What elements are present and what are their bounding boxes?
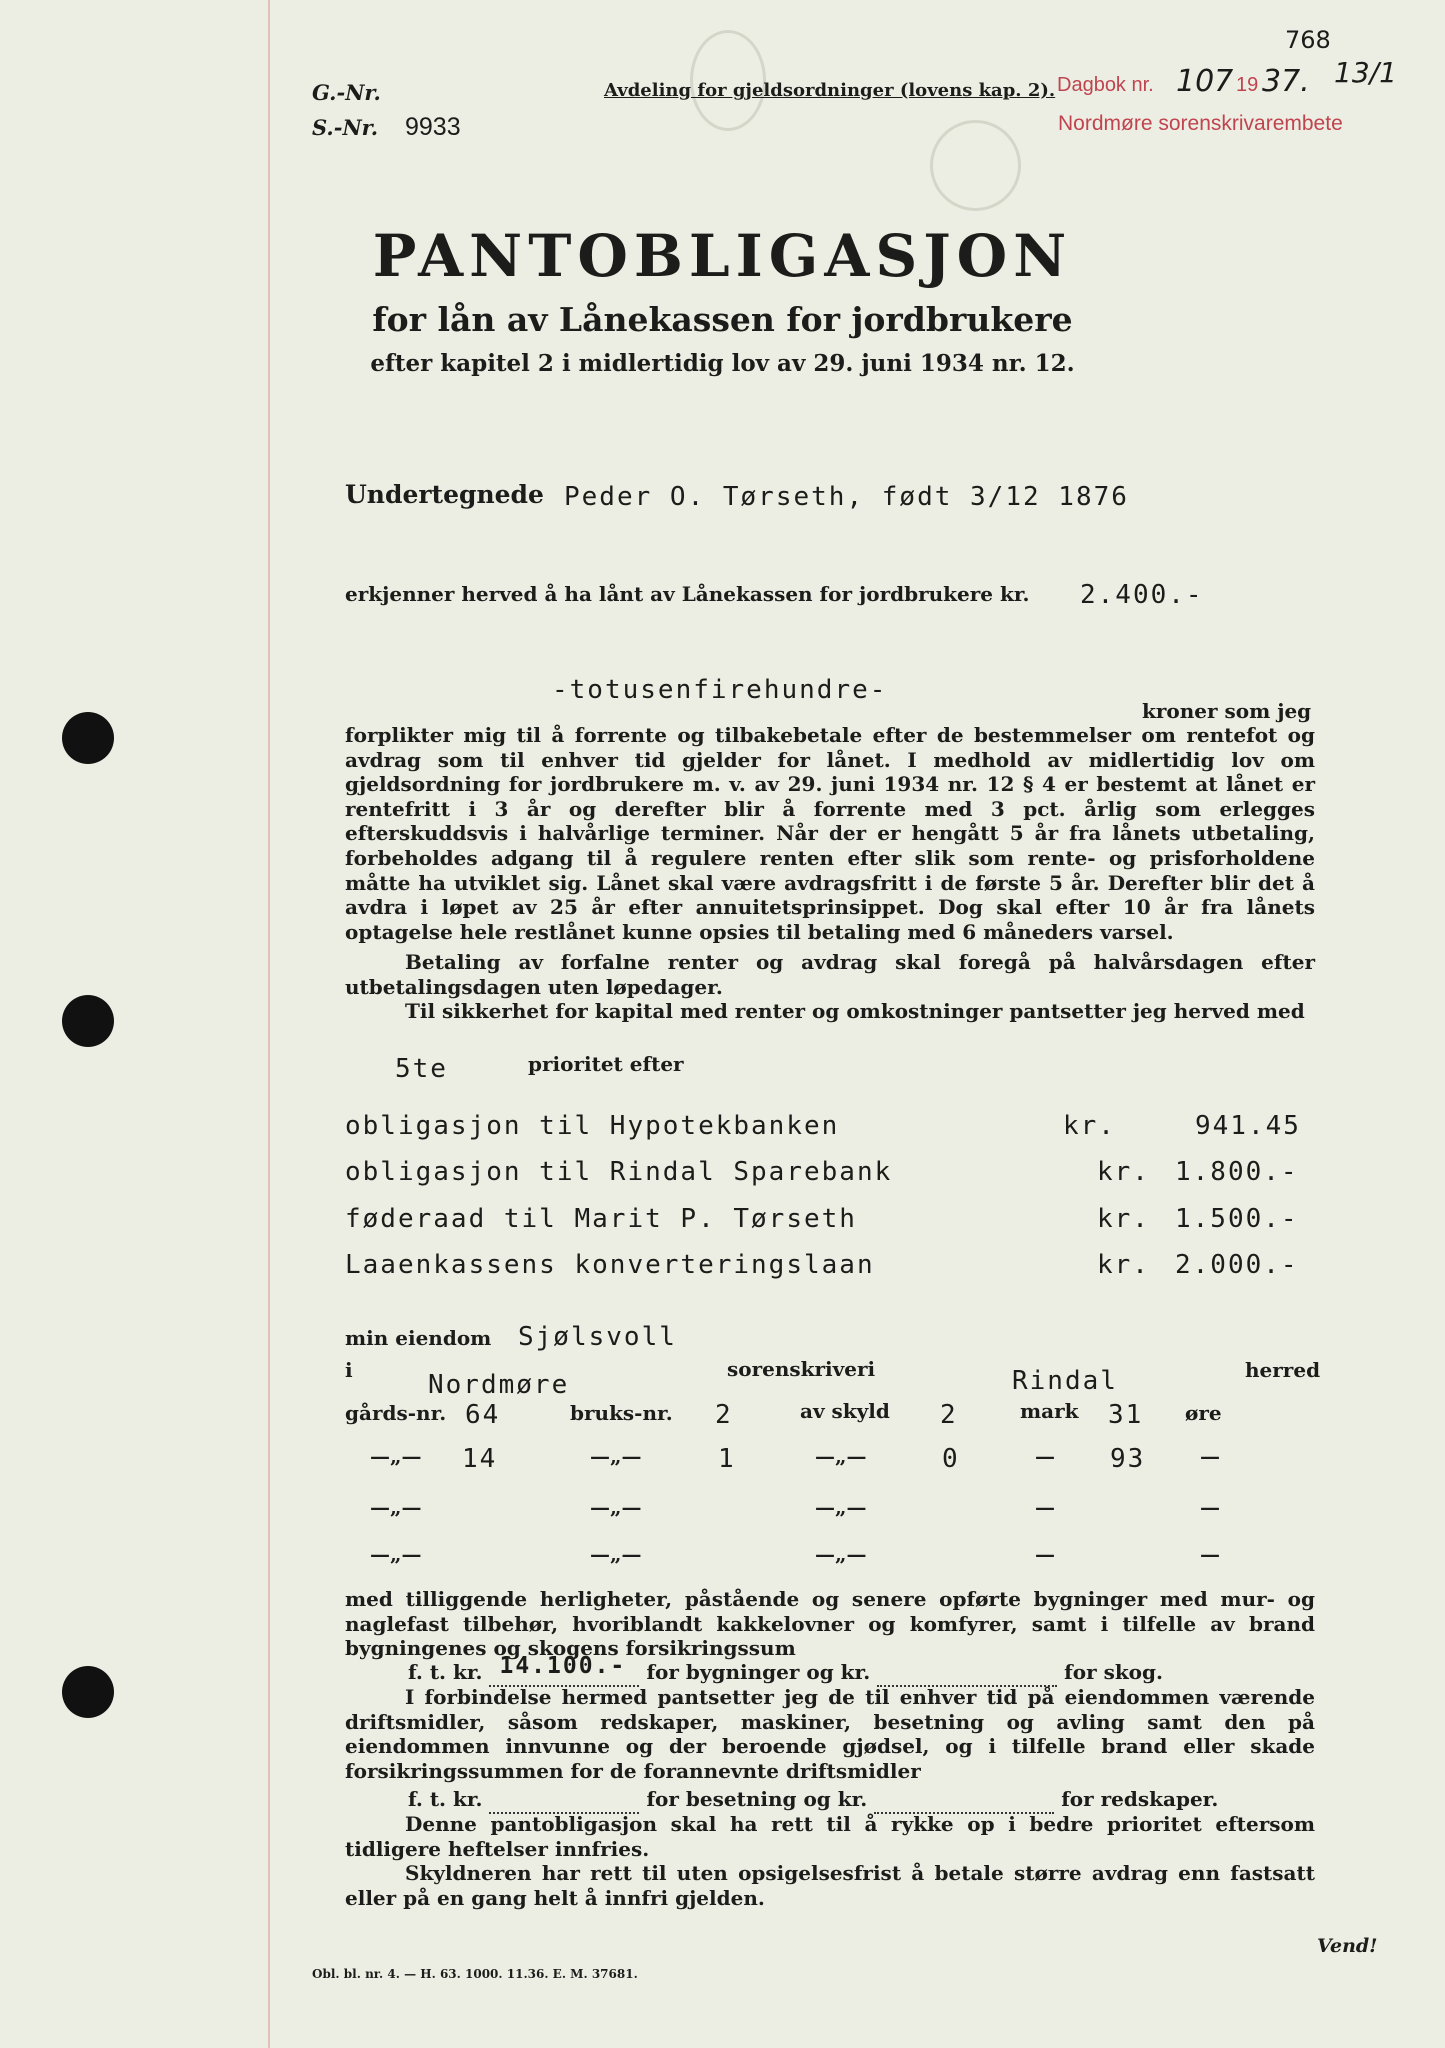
ditto-mark: —„— — [590, 1542, 642, 1566]
skyld-value: 0 — [942, 1444, 960, 1474]
bleed-through-mark — [930, 120, 1021, 211]
ditto-mark: —„— — [590, 1495, 642, 1519]
print-code: Obl. bl. nr. 4. — H. 63. 1000. 11.36. E. M. 37681. — [312, 1967, 638, 1981]
loan-statement: erkjenner herved å ha lånt av Lånekassen for jordbrukere kr. — [345, 582, 1030, 606]
gnr-label: G.-Nr. — [312, 80, 381, 105]
loan-amount-words: -totusenfirehundre- — [552, 675, 888, 705]
prepayment-paragraph: Skyldneren har rett til uten opsigelsesfrist å betale større avdrag enn fastsatt eller på en gang helt å innfri gjelden. — [345, 1861, 1315, 1910]
bruksnr-value: 2 — [715, 1400, 733, 1430]
insurance-line — [408, 1653, 1163, 1687]
dash-mark: — — [1200, 1495, 1220, 1519]
livestock-amount-field — [489, 1787, 639, 1814]
insurance-suffix: for skog. — [1064, 1660, 1163, 1684]
priority-label: prioritet efter — [528, 1052, 684, 1076]
bruksnr-label: bruks-nr. — [570, 1401, 673, 1425]
year-prefix: 19 — [1236, 74, 1259, 96]
debtor-label: Undertegnede — [345, 480, 544, 509]
equipment-mid: for besetning og kr. — [646, 1787, 868, 1811]
prior-lien-amount: 941.45 — [1195, 1111, 1301, 1141]
department-heading: Avdeling for gjeldsordninger (lovens kap. 2). — [604, 80, 1056, 101]
prior-lien-currency: kr. — [1097, 1250, 1150, 1280]
insurance-amount: 14.100.- — [499, 1653, 627, 1679]
equipment-suffix: for redskaper. — [1061, 1787, 1219, 1811]
terms-paragraph: forplikter mig til å forrente og tilbakebetale efter de bestemmelser om rentefot og avdrag som til enhver tid gjelder for lånet. I medhold av midlertidig lov om gjeldsordning for jordbrukere m. v. av 29. juni 1934 nr. 12 § 4 er bestemt at lånet er rentefritt i 3 år og derefter blir å forrente med 3 pct. årlig som erlegges efterskuddsvis i halvårlige terminer. Når der er hengått 5 år fra lånets utbetaling, forbeholdes adgang til å regulere renten efter slik som rente- og prisforholdene måtte ha utviklet sig. Lånet skal være avdragsfritt i de første 5 år. Derefter blir det å avdra i løpet av 25 år efter annuitetsprinsippet. Dog skal efter 10 år fra lånets optagelse hele restlånet kunne opsies til betaling med 6 måneders varsel. — [345, 723, 1315, 944]
snr-label: S.-Nr. — [312, 115, 379, 140]
equipment-line — [408, 1787, 1218, 1814]
dash-mark: — — [1200, 1542, 1220, 1566]
dagbok-label: Dagbok nr. — [1057, 74, 1154, 96]
dash-mark: — — [1035, 1542, 1055, 1566]
ore-label: øre — [1185, 1401, 1222, 1425]
prior-lien-currency: kr. — [1097, 1204, 1150, 1234]
insurance-amount-field — [489, 1653, 639, 1687]
sorenskriveri-label: sorenskriveri — [727, 1357, 876, 1381]
debtor-name: Peder O. Tørseth, født 3/12 1876 — [564, 482, 1129, 512]
prior-lien-currency: kr. — [1063, 1111, 1116, 1141]
document-title: PANTOBLIGASJON — [372, 222, 1073, 290]
insurance-prefix: f. t. kr. — [408, 1660, 483, 1684]
snr-value: 9933 — [405, 113, 461, 141]
property-label: min eiendom — [345, 1326, 492, 1350]
prior-lien-description: obligasjon til Hypotekbanken — [345, 1111, 840, 1141]
prior-lien-description: føderaad til Marit P. Tørseth — [345, 1204, 857, 1234]
gardsnr-label: gårds-nr. — [345, 1401, 447, 1425]
ditto-mark: —„— — [370, 1542, 422, 1566]
security-paragraph: Til sikkerhet for kapital med renter og omkostninger pantsetter jeg herved med — [405, 999, 1305, 1023]
loan-amount: 2.400.- — [1080, 580, 1204, 610]
kroner-suffix: kroner som jeg — [1142, 699, 1312, 723]
appurtenances-paragraph: med tilliggende herligheter, påstående og senere opførte bygninger med mur- og naglefast tilbehør, hvoriblandt kakkelovner og komfyrer, samt i tilfelle av brand bygningenes og skogens forsikringssum — [345, 1587, 1315, 1661]
in-label: i — [345, 1358, 353, 1382]
ditto-mark: —„— — [815, 1495, 867, 1519]
equipment-prefix: f. t. kr. — [408, 1787, 483, 1811]
ditto-mark: —„— — [815, 1444, 867, 1468]
ditto-mark: —„— — [370, 1495, 422, 1519]
ditto-mark: —„— — [590, 1444, 642, 1468]
district-name: Nordmøre — [428, 1370, 570, 1400]
punch-hole — [62, 712, 114, 764]
prior-lien-description: obligasjon til Rindal Sparebank — [345, 1157, 893, 1187]
prior-lien-currency: kr. — [1097, 1157, 1150, 1187]
dagbok-number: 107 — [1176, 64, 1234, 99]
turn-over-note: Vend! — [1317, 1935, 1378, 1957]
mark-label: mark — [1020, 1399, 1079, 1423]
prior-lien-amount: 1.500.- — [1175, 1204, 1299, 1234]
bruksnr-value: 1 — [718, 1444, 736, 1474]
herred-name: Rindal — [1012, 1366, 1118, 1396]
year-handwritten: 37. — [1262, 64, 1310, 99]
gardsnr-value: 14 — [462, 1444, 498, 1474]
tools-amount-field — [874, 1787, 1054, 1814]
payment-paragraph: Betaling av forfalne renter og avdrag skal foregå på halvårsdagen efter utbetalingsdagen uten løpedager. — [345, 950, 1315, 999]
date-handwritten: 13/1 — [1334, 56, 1397, 89]
office-stamp: Nordmøre sorenskrivarembete — [1058, 112, 1343, 135]
punch-hole — [62, 995, 114, 1047]
prior-lien-amount: 1.800.- — [1175, 1157, 1299, 1187]
mark-value: 93 — [1110, 1444, 1146, 1474]
dash-mark: — — [1035, 1444, 1055, 1468]
ditto-mark: —„— — [370, 1444, 422, 1468]
punch-hole — [62, 1666, 114, 1718]
forest-amount-field — [877, 1660, 1057, 1687]
equipment-paragraph: I forbindelse hermed pantsetter jeg de til enhver tid på eiendommen værende driftsmidler, såsom redskaper, maskiner, besetning og avling samt den på eiendommen innvunne og der beroende gjødsel, og i tilfelle brand eller skade forsikringssummen for de forannevnte driftsmidler — [345, 1685, 1315, 1783]
page-number: 768 — [1285, 26, 1331, 54]
priority-advance-paragraph: Denne pantobligasjon skal ha rett til å rykke op i bedre prioritet eftersom tidligere heftelser innfries. — [345, 1812, 1315, 1861]
insurance-mid: for bygninger og kr. — [646, 1660, 871, 1684]
skyld-label: av skyld — [800, 1399, 890, 1423]
prior-lien-description: Laaenkassens konverteringslaan — [345, 1250, 875, 1280]
dash-mark: — — [1200, 1444, 1220, 1468]
dash-mark: — — [1035, 1495, 1055, 1519]
ditto-mark: —„— — [815, 1542, 867, 1566]
property-name: Sjølsvoll — [518, 1322, 677, 1352]
herred-label: herred — [1245, 1358, 1321, 1382]
document-subtitle: for lån av Lånekassen for jordbrukere — [372, 300, 1073, 339]
priority-value: 5te — [395, 1054, 448, 1084]
legal-reference: efter kapitel 2 i midlertidig lov av 29. juni 1934 nr. 12. — [370, 350, 1075, 377]
mark-value: 31 — [1108, 1400, 1144, 1430]
gardsnr-value: 64 — [465, 1400, 501, 1430]
skyld-value: 2 — [940, 1400, 958, 1430]
prior-lien-amount: 2.000.- — [1175, 1250, 1299, 1280]
